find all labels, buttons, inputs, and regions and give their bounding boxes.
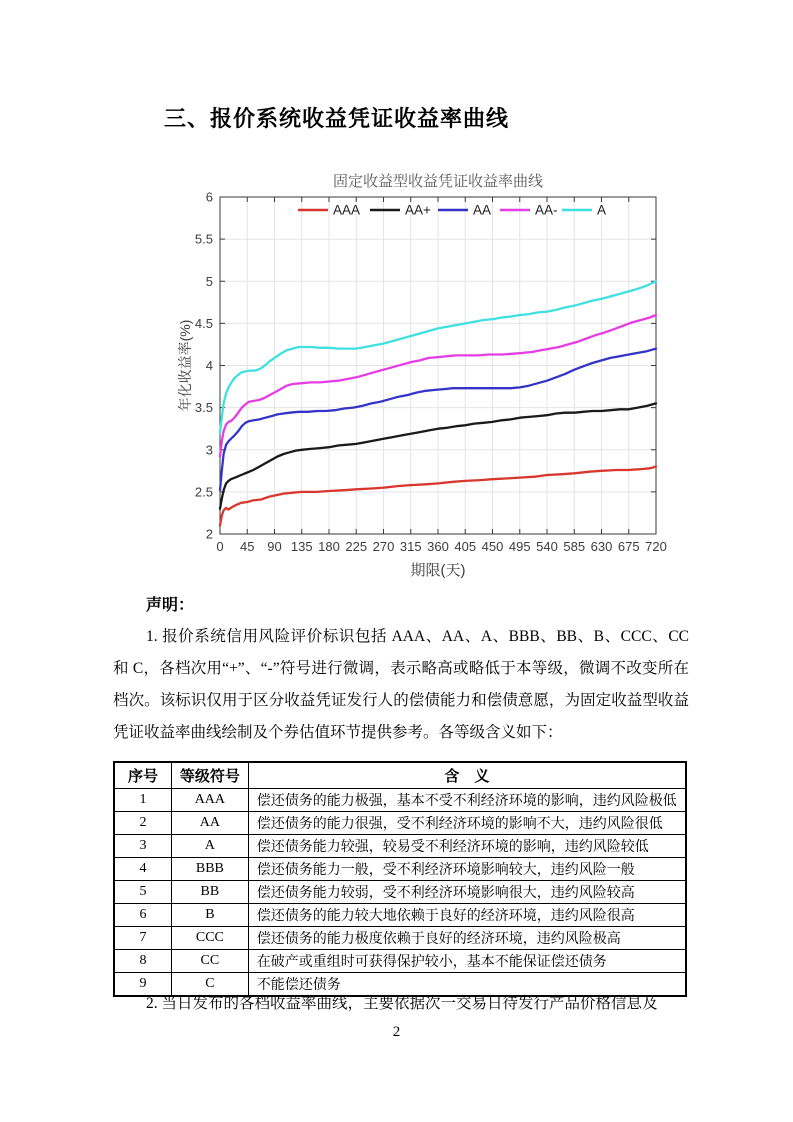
- table-row: [114, 927, 686, 950]
- legend-label-AA: AA: [473, 202, 492, 218]
- row-grade-cell: B: [172, 904, 249, 927]
- row-index-cell: 8: [114, 950, 172, 973]
- rating-table: [113, 761, 687, 997]
- x-tick-label: 495: [508, 539, 531, 554]
- y-axis-label: 年化收益率(%): [178, 319, 193, 412]
- x-tick-label: 135: [290, 539, 313, 554]
- x-tick-label: 450: [481, 539, 504, 554]
- row-grade-cell: CCC: [172, 927, 249, 950]
- legend-label-AAA: AAA: [333, 202, 361, 218]
- row-grade-cell: BB: [172, 881, 249, 904]
- row-grade-cell: AAA: [172, 789, 249, 812]
- table-row: [114, 812, 686, 835]
- yield-curve-figure: [178, 172, 683, 590]
- row-index-cell: 7: [114, 927, 172, 950]
- row-meaning-cell: 在破产或重组时可获得保护较小，基本不能保证偿还债务: [248, 950, 686, 973]
- row-meaning-cell: 偿还债务的能力很强，受不利经济环境的影响不大，违约风险很低: [248, 812, 686, 835]
- row-meaning-cell: 偿还债务的能力极度依赖于良好的经济环境，违约风险极高: [248, 927, 686, 950]
- x-tick-label: 270: [372, 539, 395, 554]
- yield-curve-chart: [178, 172, 683, 590]
- row-grade-cell: BBB: [172, 858, 249, 881]
- legend-label-AA-: AA-: [535, 202, 558, 218]
- statement-section: [113, 592, 689, 749]
- rating-table-header-row: [114, 762, 686, 789]
- section-heading: 三、报价系统收益凭证收益率曲线: [164, 106, 510, 131]
- row-meaning-cell: 偿还债务能力一般，受不利经济环境影响较大，违约风险一般: [248, 858, 686, 881]
- x-tick-label: 90: [267, 539, 282, 554]
- statement-paragraph-1: 1. 报价系统信用风险评价标识包括 AAA、AA、A、BBB、BB、B、CCC、CC 和 C，各档次用“+”、“-”符号进行微调，表示略高或略低于本等级，微调不改变所在档次。该标识仅用于区分收益凭证发行人的偿债能力和偿债意愿，为固定收益型收益凭证收益率曲线绘制及个券估值环节提供参考。各等级含义如下：: [113, 628, 689, 741]
- row-index-cell: 2: [114, 812, 172, 835]
- y-tick-label: 5: [205, 273, 213, 289]
- row-meaning-cell: 不能偿还债务: [248, 973, 686, 997]
- row-index-cell: 3: [114, 835, 172, 858]
- row-meaning-cell: 偿还债务的能力极强，基本不受不利经济环境的影响，违约风险极低: [248, 789, 686, 812]
- y-tick-label: 3: [205, 442, 213, 458]
- row-meaning-cell: 偿还债务能力较弱，受不利经济环境影响很大，违约风险较高: [248, 881, 686, 904]
- table-row: [114, 789, 686, 812]
- row-index-cell: 5: [114, 881, 172, 904]
- y-tick-label: 6: [205, 189, 213, 205]
- x-tick-label: 585: [563, 539, 586, 554]
- y-tick-label: 5.5: [194, 231, 213, 247]
- table-row: [114, 950, 686, 973]
- table-row: [114, 904, 686, 927]
- statement-label: 声明：: [146, 597, 195, 614]
- table-row: [114, 858, 686, 881]
- row-grade-cell: AA: [172, 812, 249, 835]
- legend-label-A: A: [597, 202, 607, 218]
- y-tick-label: 2: [205, 526, 213, 542]
- table-row: [114, 881, 686, 904]
- x-tick-label: 630: [590, 539, 613, 554]
- page-number: 2: [392, 1024, 401, 1040]
- x-tick-label: 0: [216, 539, 224, 554]
- x-tick-label: 360: [427, 539, 449, 554]
- row-index-cell: 4: [114, 858, 172, 881]
- rating-col-header: 含 义: [248, 762, 686, 789]
- rating-col-header: 等级符号: [172, 762, 249, 789]
- legend-label-AA+: AA+: [405, 202, 431, 218]
- row-index-cell: 6: [114, 904, 172, 927]
- row-index-cell: 9: [114, 973, 172, 997]
- table-row: [114, 835, 686, 858]
- row-grade-cell: C: [172, 973, 249, 997]
- y-tick-label: 2.5: [194, 484, 213, 500]
- x-tick-label: 180: [318, 539, 340, 554]
- row-index-cell: 1: [114, 789, 172, 812]
- row-meaning-cell: 偿还债务的能力较大地依赖于良好的经济环境，违约风险很高: [248, 904, 686, 927]
- x-tick-label: 720: [645, 539, 667, 554]
- row-grade-cell: CC: [172, 950, 249, 973]
- row-meaning-cell: 偿还债务能力较强，较易受不利经济环境的影响，违约风险较低: [248, 835, 686, 858]
- rating-table-head: [114, 762, 686, 789]
- x-tick-label: 540: [536, 539, 558, 554]
- rating-table-body: [114, 789, 686, 997]
- y-tick-label: 4: [205, 358, 213, 373]
- row-grade-cell: A: [172, 835, 249, 858]
- x-axis-label: 期限(天): [410, 562, 466, 579]
- x-tick-label: 315: [399, 539, 422, 554]
- x-tick-label: 225: [345, 539, 368, 554]
- y-tick-label: 3.5: [194, 400, 213, 416]
- chart-title: 固定收益型收益凭证收益率曲线: [332, 173, 544, 190]
- statement-paragraph-2: 2. 当日发布的各档收益率曲线，主要依据次一交易日待发行产品价格信息及: [146, 995, 658, 1012]
- y-tick-label: 4.5: [194, 315, 213, 331]
- x-tick-label: 405: [454, 539, 477, 554]
- x-tick-label: 45: [240, 539, 255, 554]
- x-tick-label: 675: [617, 539, 640, 554]
- rating-col-header: 序号: [114, 762, 172, 789]
